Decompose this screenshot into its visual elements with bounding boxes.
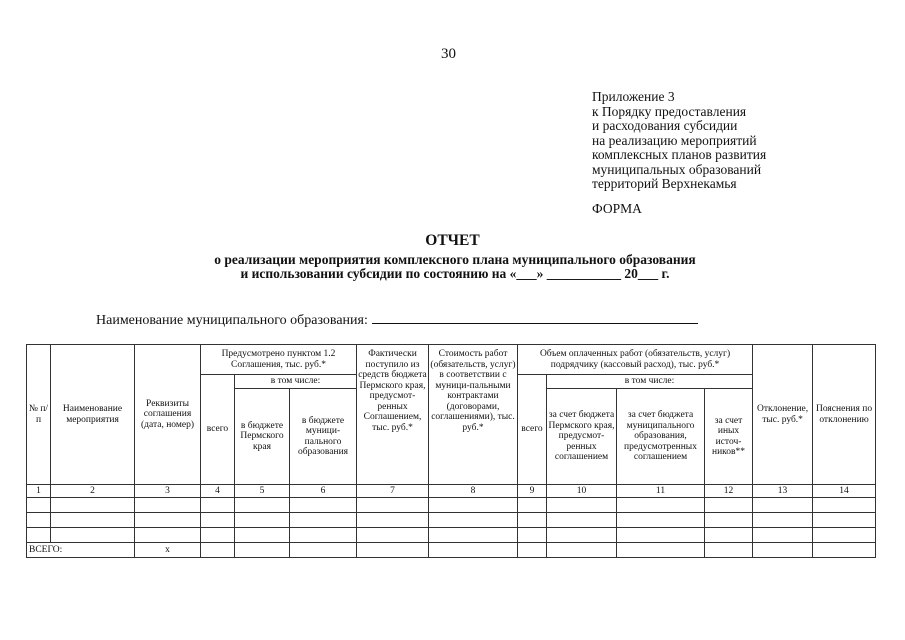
table-cell (705, 498, 753, 513)
table-cell (547, 543, 617, 558)
table-cell (290, 498, 357, 513)
column-number: 10 (547, 485, 617, 498)
total-row-col3: x (135, 543, 201, 558)
table-cell (813, 513, 876, 528)
table-cell (429, 528, 518, 543)
header-actually-received: Фактически поступило из средств бюджета Пермского края, предусмот-ренных Соглашением, тыс. руб.* (357, 345, 429, 485)
report-subtitle-line1: о реализации мероприятия комплексного плана муниципального образования (214, 252, 696, 267)
total-row-label: ВСЕГО: (27, 543, 135, 558)
column-number: 7 (357, 485, 429, 498)
table-cell (753, 513, 813, 528)
table-cell (518, 498, 547, 513)
table-cell (705, 543, 753, 558)
report-subtitle (175, 253, 735, 281)
appendix-line: комплексных планов развития (592, 147, 767, 162)
table-cell (813, 498, 876, 513)
column-number: 13 (753, 485, 813, 498)
header-total: всего (201, 375, 235, 485)
table-cell (518, 513, 547, 528)
table-cell (51, 513, 135, 528)
column-number: 1 (27, 485, 51, 498)
table-cell (753, 528, 813, 543)
table-cell (813, 528, 876, 543)
table-cell (705, 528, 753, 543)
table-cell (617, 543, 705, 558)
table-cell (547, 528, 617, 543)
column-number: 8 (429, 485, 518, 498)
column-numbers-row (27, 485, 876, 498)
table-cell (518, 543, 547, 558)
table-cell (27, 513, 51, 528)
table-cell (51, 528, 135, 543)
header-planned-group: Предусмотрено пунктом 1.2 Соглашения, тыс. руб.* (201, 345, 357, 375)
table-cell (235, 543, 290, 558)
header-work-cost: Стоимость работ (обязательств, услуг) в соответствии с муници-пальными контрактами (договорами, соглашениями), тыс. руб.* (429, 345, 518, 485)
header-deviation: Отклонение, тыс. руб.* (753, 345, 813, 485)
table-cell (51, 498, 135, 513)
table-cell (235, 528, 290, 543)
table-cell (705, 513, 753, 528)
table-cell (813, 543, 876, 558)
header-paid-group: Объем оплаченных работ (обязательств, услуг) подрядчику (кассовый расход), тыс. руб.* (518, 345, 753, 375)
empty-data-row (27, 528, 876, 543)
table-cell (547, 498, 617, 513)
table-cell (617, 498, 705, 513)
table-cell (617, 513, 705, 528)
table-cell (201, 543, 235, 558)
table-cell (753, 543, 813, 558)
column-number: 9 (518, 485, 547, 498)
appendix-line: территорий Верхнекамья (592, 176, 737, 191)
header-num: № п/п (27, 345, 51, 485)
column-number: 2 (51, 485, 135, 498)
table-cell (429, 543, 518, 558)
empty-data-row (27, 498, 876, 513)
municipality-label: Наименование муниципального образования: (96, 313, 368, 328)
header-explanation: Пояснения по отклонению (813, 345, 876, 485)
appendix-block (592, 90, 766, 192)
appendix-line: на реализацию мероприятий (592, 132, 757, 148)
header-paid-perm: за счет бюджета Пермского края, предусмот-ренных соглашением (547, 389, 617, 485)
column-number: 6 (290, 485, 357, 498)
table-cell (290, 543, 357, 558)
municipality-field (96, 311, 698, 329)
total-row (27, 543, 876, 558)
municipality-blank-line (372, 311, 698, 324)
header-agreement-details: Реквизиты соглашения (дата, номер) (135, 345, 201, 485)
table-cell (429, 498, 518, 513)
column-number: 5 (235, 485, 290, 498)
table-cell (201, 498, 235, 513)
table-cell (235, 498, 290, 513)
table-cell (27, 498, 51, 513)
header-event-name: Наименование мероприятия (51, 345, 135, 485)
table-cell (357, 513, 429, 528)
appendix-line: муниципальных образований (592, 161, 762, 177)
page-number: 30 (441, 46, 456, 62)
report-title: ОТЧЕТ (425, 232, 480, 249)
table-cell (290, 513, 357, 528)
appendix-line: и расходования субсидии (592, 118, 738, 133)
header-paid-total: всего (518, 375, 547, 485)
header-paid-other: за счет иных источ-ников** (705, 389, 753, 485)
table-cell (201, 513, 235, 528)
table-cell (429, 513, 518, 528)
table-cell (357, 528, 429, 543)
table-cell (518, 528, 547, 543)
appendix-line: к Порядку предоставления (592, 103, 747, 119)
column-number: 11 (617, 485, 705, 498)
header-paid-including: в том числе: (547, 375, 753, 389)
report-table (26, 344, 876, 558)
table-cell (135, 528, 201, 543)
header-paid-municipal: за счет бюджета муниципального образования, предусмотренных соглашением (617, 389, 705, 485)
table-cell (135, 513, 201, 528)
table-cell (753, 498, 813, 513)
report-subtitle-line2: и использовании субсидии по состоянию на «___» ___________ 20___ г. (240, 266, 670, 281)
table-cell (357, 498, 429, 513)
appendix-line: Приложение 3 (592, 89, 675, 104)
header-row-1 (27, 345, 876, 375)
table-cell (27, 528, 51, 543)
table-cell (235, 513, 290, 528)
table-cell (135, 498, 201, 513)
column-number: 4 (201, 485, 235, 498)
table-cell (357, 543, 429, 558)
column-number: 14 (813, 485, 876, 498)
column-number: 12 (705, 485, 753, 498)
header-including: в том числе: (235, 375, 357, 389)
table-cell (617, 528, 705, 543)
table-cell (290, 528, 357, 543)
empty-data-row (27, 513, 876, 528)
table-cell (547, 513, 617, 528)
header-perm-budget: в бюджете Пермского края (235, 389, 290, 485)
form-label: ФОРМА (592, 201, 642, 216)
table-cell (201, 528, 235, 543)
column-number: 3 (135, 485, 201, 498)
header-municipal-budget: в бюджете муници-пального образования (290, 389, 357, 485)
